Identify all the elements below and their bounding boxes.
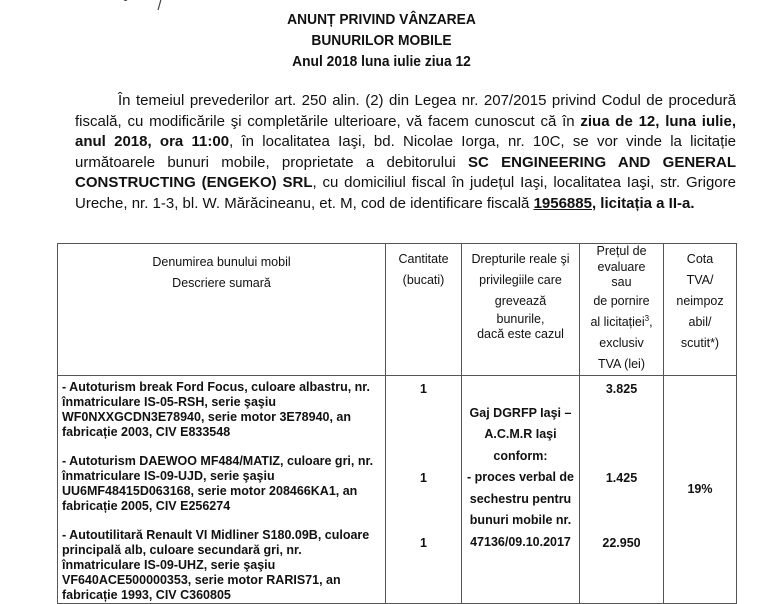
item-descriptions xyxy=(58,375,386,603)
item-description: - Autoturism break Ford Focus, culoare albastru, nr. înmatriculare IS-05-RSH, serie şaşiu WF0NXXGCDN3E78940, serie motor 3E78940, an fabricație 2003, CIV E833548 xyxy=(62,379,370,439)
vat-rate: 19% xyxy=(664,375,737,603)
header-vat: Cota TVA/ neimpoz abil/ scutit*) xyxy=(664,244,737,376)
table-header-row xyxy=(58,244,737,376)
item-quantity: 1 xyxy=(420,470,427,485)
header-rights: Drepturile reale şi privilegiile care grevează bunurile, dacă este cazul xyxy=(462,244,580,376)
rights-cell: Gaj DGRFP Iaşi – A.C.M.R Iaşi conform: - proces verbal de sechestru pentru bunuri mobile nr. 47136/09.10.2017 xyxy=(462,375,580,603)
item-price: 3.825 xyxy=(605,381,638,396)
page-subtitle: BUNURILOR MOBILE xyxy=(311,32,452,49)
header-quantity: Cantitate (bucati) xyxy=(386,244,462,376)
auction-datetime: ziua de 12, luna iulie, anul 2018, ora 11:00 xyxy=(75,112,736,150)
goods-table xyxy=(57,243,737,604)
auction-round: , licitația a II-a. xyxy=(591,194,695,212)
intro-paragraph: În temeiul prevederilor art. 250 alin. (2) din Legea nr. 207/2015 privind Codul de procedură fiscală, cu modificările şi completările ulterioare, vă facem cunoscut că în ziua de 12, luna iulie, anul 2018, ora 11:00, în localitatea Iaşi, bd. Nicolae Iorga, nr. 10C, se vor vinde la licitație următoarele bunuri mobile, proprietate a debitorului SC ENGINEERING AND GENERAL CONSTRUCTING (ENGEKO) SRL, cu domiciliul fiscal în județul Iaşi, localitatea Iaşi, str. Grigore Ureche, nr. 1-3, bl. W. Mărăcineanu, et. M, cod de identificare fiscală 1956885, licitația a II-a. xyxy=(75,92,736,212)
fiscal-code: 1956885 xyxy=(533,194,592,212)
item-price: 22.950 xyxy=(602,535,641,550)
header-description: Denumirea bunului mobil Descriere sumară xyxy=(58,244,386,376)
item-quantity: 1 xyxy=(420,535,427,550)
item-quantity: 1 xyxy=(420,381,427,396)
item-quantities xyxy=(386,375,462,603)
header-price: Prețul de evaluare sau de pornire al licitației$^3$, exclusiv TVA (lei) xyxy=(580,244,664,376)
debtor-name: SC ENGINEERING AND GENERAL CONSTRUCTING (ENGEKO) SRL xyxy=(75,153,736,191)
table-row xyxy=(58,375,737,603)
item-price: 1.425 xyxy=(605,470,638,485)
page-title: ANUNȚ PRIVIND VÂNZAREA xyxy=(287,11,476,28)
item-prices xyxy=(580,375,664,603)
auction-date: Anul 2018 luna iulie ziua 12 xyxy=(292,53,471,70)
item-description: - Autoturism DAEWOO MF484/MATIZ, culoare gri, nr. înmatriculare IS-09-UJD, serie şaşiu UU6MF48415D063168, serie motor 208466KA1, an fabricație 2005, CIV E256274 xyxy=(62,453,374,513)
item-description: - Autoutilitară Renault VI Midliner S180.09B, culoare principală alb, culoare secundară gri, nr. înmatriculare IS-09-UHZ, serie şaşiu VF640ACE500000353, serie motor RARIS71, an fabricație 1993, CIV C360805 xyxy=(62,527,370,602)
